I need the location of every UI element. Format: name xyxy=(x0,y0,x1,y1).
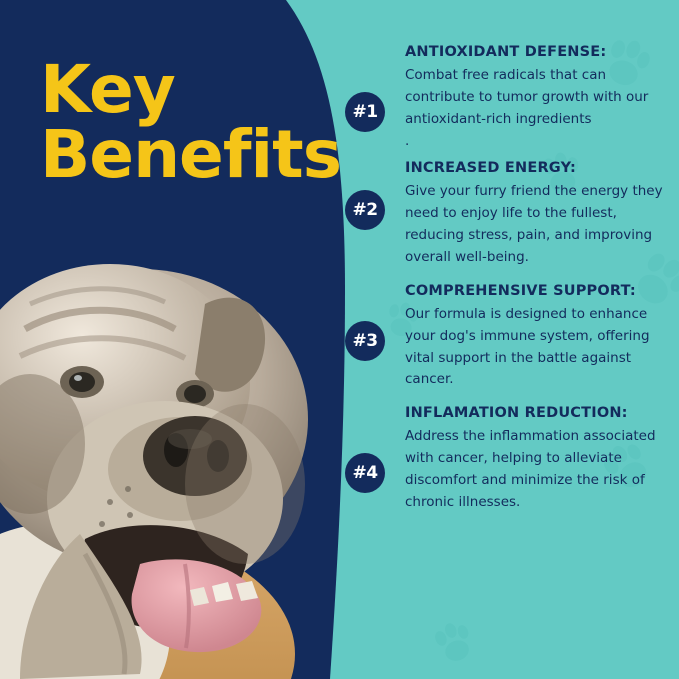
benefit-item xyxy=(345,283,675,391)
benefit-heading: COMPREHENSIVE SUPPORT: xyxy=(405,282,636,299)
benefits-list xyxy=(345,44,675,528)
benefit-number-badge: #2 xyxy=(345,190,385,230)
benefit-number-badge: #4 xyxy=(345,453,385,493)
title-line-2: Benefits xyxy=(40,115,341,193)
page-title xyxy=(40,51,360,193)
benefit-body: Combat free radicals that can contribute to tumor growth with our antioxidant-rich ingredients . xyxy=(405,65,675,152)
benefit-item xyxy=(345,405,675,513)
benefit-item xyxy=(345,44,675,152)
benefit-item xyxy=(345,160,675,268)
benefit-body: Address the inflammation associated with cancer, helping to alleviate discomfort and minimize the risk of chronic illnesses. xyxy=(405,428,656,510)
dog-photo xyxy=(0,234,350,679)
benefit-body: Give your furry friend the energy they need to enjoy life to the fullest, reducing stress, pain, and improving overall well-being. xyxy=(405,183,663,266)
benefit-heading: INCREASED ENERGY: xyxy=(405,160,577,177)
benefit-body: Our formula is designed to enhance your dog's immune system, offering vital support in the battle against cancer. xyxy=(405,305,650,388)
benefit-heading: INFLAMATION REDUCTION: xyxy=(405,405,628,422)
title-line-1: Key xyxy=(40,51,175,128)
benefit-number-badge: #3 xyxy=(345,321,385,361)
benefit-heading: ANTIOXIDANT DEFENSE: xyxy=(405,44,607,60)
benefit-number-badge: #1 xyxy=(345,92,385,132)
